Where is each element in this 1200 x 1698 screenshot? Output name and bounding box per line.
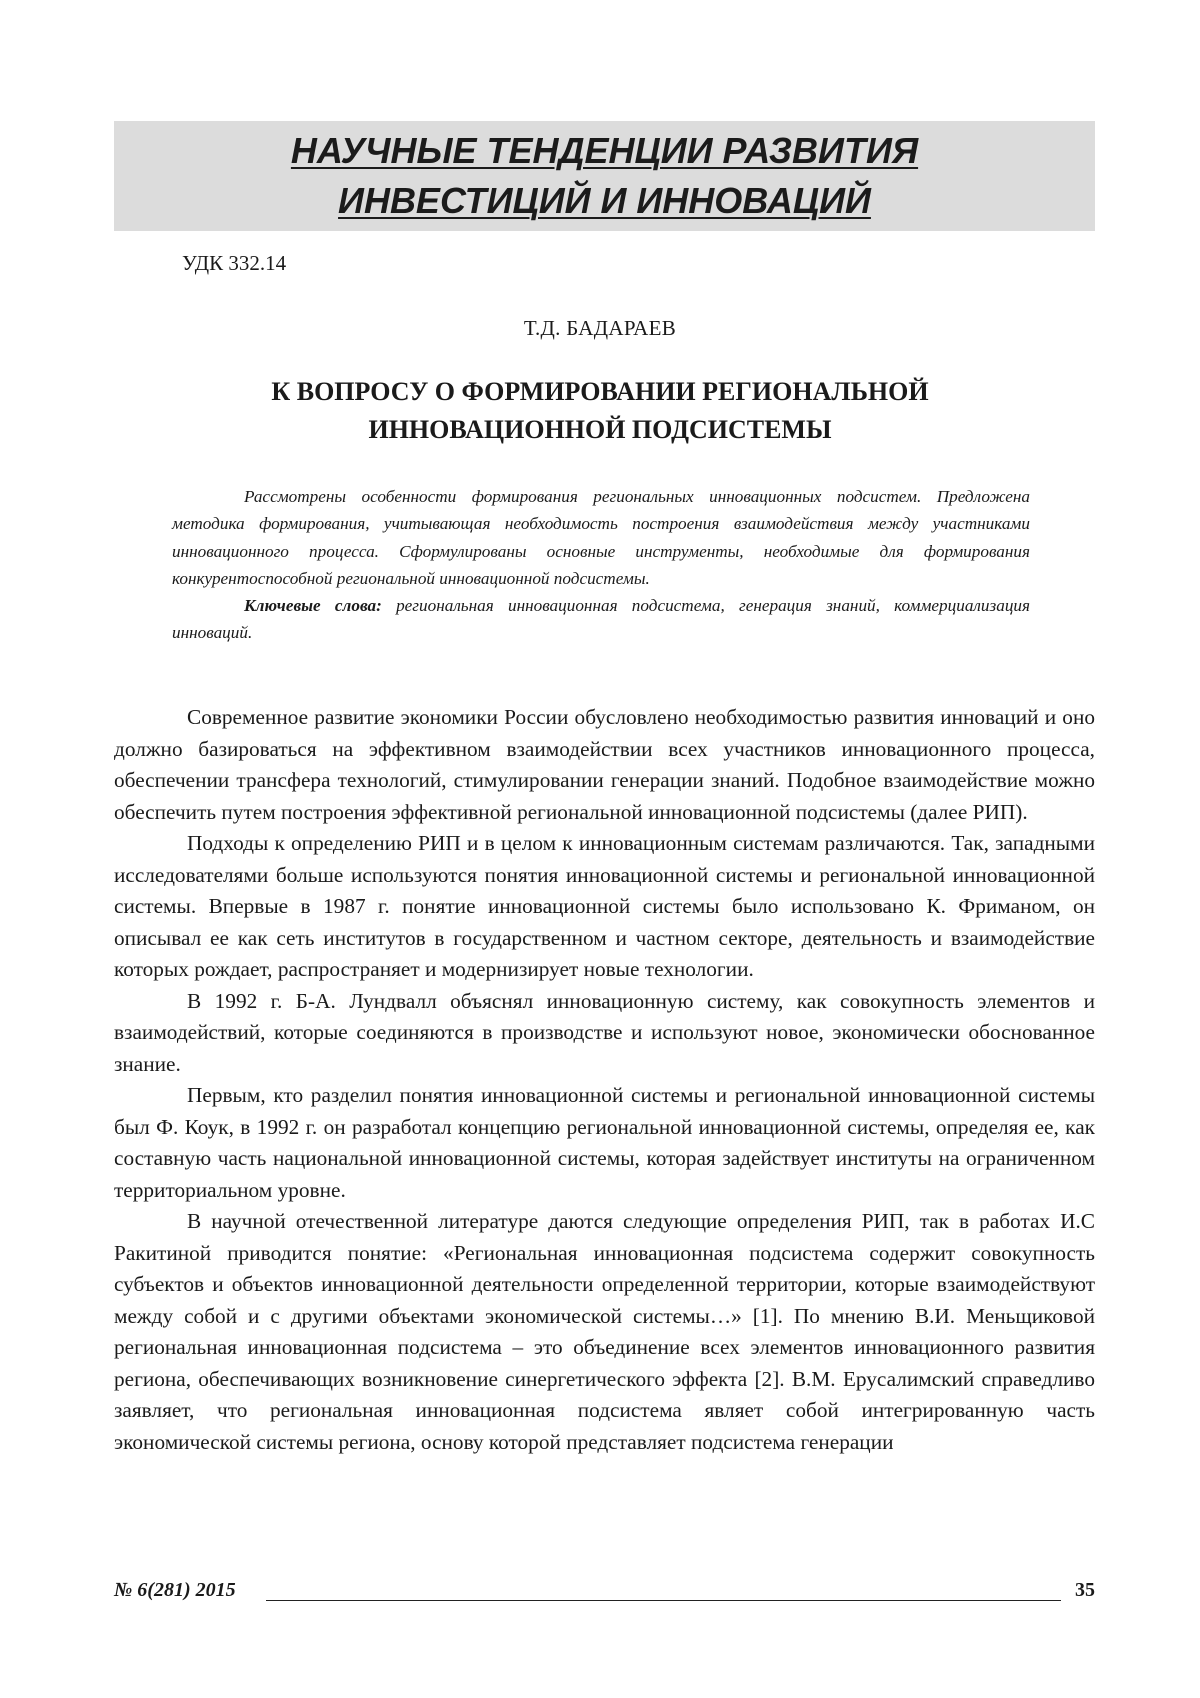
page-footer: [114, 1579, 1095, 1609]
paragraph-3: В 1992 г. Б-А. Лундвалл объяснял инновационную систему, как совокупность элементов и взаимодействий, которые соединяются в производстве и используют новое, экономически обоснованное знание.: [114, 986, 1095, 1081]
article-title-line-2: ИННОВАЦИОННОЙ ПОДСИСТЕМЫ: [0, 415, 1200, 445]
footer-rule: [266, 1600, 1061, 1601]
paragraph-4: Первым, кто разделил понятия инновационной системы и региональной инновационной системы был Ф. Коук, в 1992 г. он разработал концепцию региональной инновационной системы, определяя ее, как составную часть национальной инновационной системы, которая задействует институты на ограниченном территориальном уровне.: [114, 1080, 1095, 1206]
udk-code: УДК 332.14: [182, 251, 286, 276]
article-body: [114, 702, 1095, 1458]
author-name: Т.Д. БАДАРАЕВ: [0, 316, 1200, 341]
section-title-line-2: ИНВЕСТИЦИЙ И ИННОВАЦИЙ: [114, 180, 1095, 222]
abstract-text: Рассмотрены особенности формирования региональных инновационных подсистем. Предложена методика формирования, учитывающая необходимость построения взаимодействия между участниками инновационного процесса. Сформулированы основные инструменты, необходимые для формирования конкурентоспособной региональной инновационной подсистемы.: [172, 483, 1030, 592]
keywords-label: Ключевые слова:: [244, 596, 382, 615]
keywords-list: региональная инновационная подсистема, генерация знаний, коммерциализация инноваций.: [172, 596, 1030, 642]
paragraph-5: В научной отечественной литературе даются следующие определения РИП, так в работах И.С Ракитиной приводится понятие: «Региональная инновационная подсистема содержит совокупность субъектов и объектов инновационной деятельности определенной территории, которые взаимодействуют между собой и с другими объектами экономической системы…» [1]. По мнению В.И. Меньщиковой региональная инновационная подсистема – это объединение всех элементов инновационного развития региона, обеспечивающих возникновение синергетического эффекта [2]. В.М. Ерусалимский справедливо заявляет, что региональная инновационная подсистема являет собой интегрированную часть экономической системы региона, основу которой представляет подсистема генерации: [114, 1206, 1095, 1458]
article-title-line-1: К ВОПРОСУ О ФОРМИРОВАНИИ РЕГИОНАЛЬНОЙ: [0, 377, 1200, 407]
journal-issue: № 6(281) 2015: [114, 1579, 236, 1602]
paragraph-1: Современное развитие экономики России обусловлено необходимостью развития инноваций и оно должно базироваться на эффективном взаимодействии всех участников инновационного процесса, обеспечении трансфера технологий, стимулировании генерации знаний. Подобное взаимодействие можно обеспечить путем построения эффективной региональной инновационной подсистемы (далее РИП).: [114, 702, 1095, 828]
paragraph-2: Подходы к определению РИП и в целом к инновационным системам различаются. Так, западными исследователями больше используются понятия инновационной системы и региональной инновационной системы. Впервые в 1987 г. понятие инновационной системы было использовано К. Фриманом, он описывал ее как сеть институтов в государственном и частном секторе, деятельность и взаимодействие которых рождает, распространяет и модернизирует новые технологии.: [114, 828, 1095, 986]
keywords: [172, 592, 1030, 647]
abstract: [172, 483, 1030, 647]
section-banner: [114, 121, 1095, 231]
page-number: 35: [1075, 1579, 1095, 1602]
section-title-line-1: НАУЧНЫЕ ТЕНДЕНЦИИ РАЗВИТИЯ: [114, 130, 1095, 172]
